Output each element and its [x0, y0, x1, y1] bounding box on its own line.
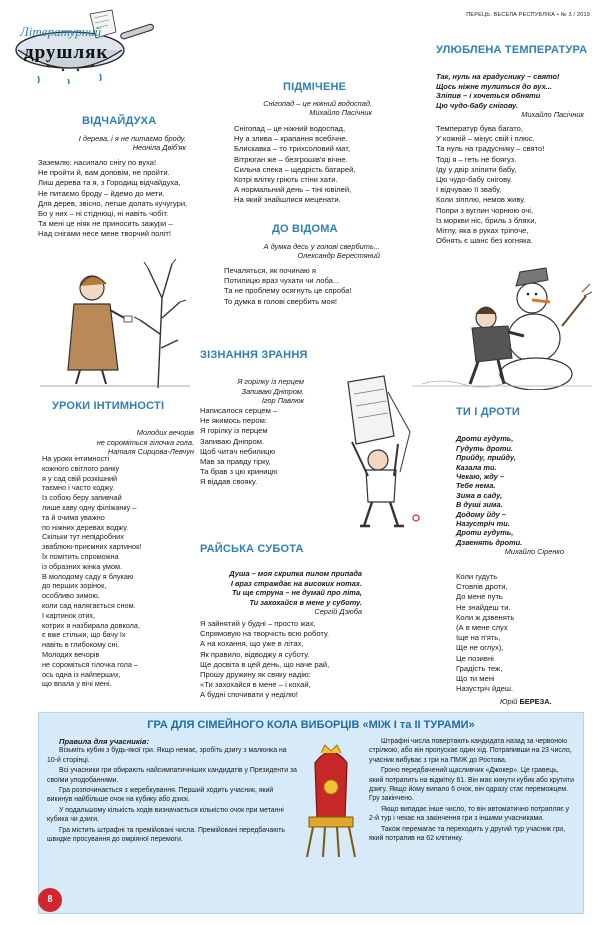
rules-paragraph: Штрафні числа повертають кандидата назад за червоною стрілкою, або він пропускає один хід. Потрапивши на 23 число, учасник вибуває з гри на ПМЖ до Ростова.	[369, 738, 572, 764]
game-title: ГРА ДЛЯ СІМЕЙНОГО КОЛА ВИБОРЦІВ «МІЖ І та ІІ ТУРАМИ»	[147, 719, 475, 731]
man-with-box-illustration	[308, 372, 438, 532]
title-uroky: УРОКИ ІНТИМНОСТІ	[52, 400, 165, 412]
epigraph-uliublena	[436, 63, 584, 129]
rules-paragraph: У подальшому кількість ходів визначається кількістю очок при метанні кубика чи дзиги.	[47, 806, 284, 824]
epigraph-text: І дерева, і я не питаємо броду.	[78, 134, 186, 143]
epigraph-author: Михайло Пасічник	[309, 108, 372, 118]
signature-name: БЕРЕЗА.	[519, 697, 552, 706]
poem-do-vidoma: Печаляться, як починаю я Потилицю враз чухати чи лоба... Та не проблему осягнуть це спроба! То думка в голові свербить моя!	[224, 266, 352, 306]
title-pidmichene: ПІДМІЧЕНЕ	[283, 81, 347, 93]
snowman-hug-illustration	[412, 266, 592, 390]
epigraph-text: Молодих вечорів не сороміться гілочка гола.	[96, 428, 194, 447]
epigraph-raiska	[200, 560, 362, 626]
epigraph-text: Душа – моя скрипка пилом припада І враз страждає на високих нотах. Ти ще струна – не думай про літа, Ти захохайся в мене у суботу.	[229, 569, 362, 607]
epigraph-ty-i-droty	[456, 425, 564, 566]
title-uliublena: УЛЮБЛЕНА ТЕМПЕРАТУРА	[436, 44, 588, 56]
rules-paragraph: Якщо випадає інше число, то він автоматично потрапляє у 2-й тур і чекає на закінчення гри з іншими учасниками.	[369, 805, 570, 823]
poem-uliublena: Температур бува багато, У кожній – мінус свій і плюс. Та нуль на градуснику – свято! Тоді я – геть не боягуз. Іду у двір зліпити бабу, Цю чудо-бабу снігову. І відчуваю її звабу, Коли зіпплю, немов живу. Попри з вуглин чорнюю очі, Із моркви ніс, бриль з бляхи, Мітлу, яка в руках тріпоче, Обнять є шанс без когняка.	[436, 124, 545, 246]
epigraph-author: Неоніла Двіб'як	[132, 143, 186, 153]
title-do-vidoma: ДО ВІДОМА	[272, 223, 338, 235]
title-ty-i-droty: ТИ І ДРОТИ	[456, 406, 521, 418]
epigraph-author: Михайло Пасічник	[521, 110, 584, 120]
epigraph-text: Я горілку із перцем Запиваю Дніпром.	[237, 377, 304, 396]
signature	[500, 697, 552, 706]
game-rules-right	[369, 737, 575, 844]
rules-heading: Правила для учасників:	[59, 737, 150, 746]
rules-paragraph: Всі учасники гри обирають найсимпатичніших кандидатів у Президенти за своїми уподобаннями.	[47, 767, 297, 784]
logo-main-text: друшляк	[24, 42, 109, 63]
woman-tree-illustration	[40, 258, 190, 390]
rules-paragraph: Гра розпочинається з жеребкування. Перший ходить учасник, який викинув найбільше очок на кубику або дзизі.	[47, 787, 274, 804]
epigraph-pidmichene	[232, 99, 372, 118]
epigraph-do-vidoma	[222, 242, 380, 261]
header-logo	[8, 6, 158, 84]
epigraph-author: Ігор Павлюк	[261, 396, 304, 406]
poem-pidmichene: Снігопад – це ніжний водоспад, Ну а злива – крапання всебічне. Блискавка – то трихсоловий мат, Вітрюган же – безгрошів'я вічне. Сильна спека – щедрість батарей, Котрі влітку гріють стіни хати. А нормальний день – тіні ювілей, На який знайшлися меценати.	[234, 124, 356, 205]
logo-top-text: Літературний	[20, 24, 102, 39]
game-box	[38, 712, 584, 914]
poem-ziznannia: Написалося серцем – Не якимось пером: Я горілку із перцем Запиваю Дніпром. Щоб читач небилицю Мав за правду гірку, Та брав з цю криницю Я віддав свояку.	[200, 406, 278, 487]
throne-icon	[295, 743, 367, 861]
signature-prefix: Юрій	[500, 697, 518, 706]
epigraph-text: Так, нуль на градуснику – свято! Щось ніжне тулиться до вух... Зліпив – і хочеться обняти Цю чудо-бабу снігову.	[436, 72, 560, 110]
epigraph-author: Наталя Сирцова-Левчун	[107, 447, 194, 457]
poem-ty-i-droty: Коли гудуть Стовпів дроти, До мене путь Не знайдеш ти. Коли ж дзвенять (А в мене слух Іще на п'ять, Ще не оглух), Це позивні Градість теж, Що ти мені Назустріч йдеш.	[456, 572, 515, 694]
poem-raiska: Я зайнятий у будні – просто жах, Спрямовую на творчість всю роботу. А на кохання, що уже в літах, Як правило, відводжу я суботу. Ще досвіта в цей день, що наче рай, Прошу дружину як свяку надію: «Ти захохайся в мене – і кохай, А будні спочивати у неділю!	[200, 619, 330, 700]
page-number: 8	[38, 888, 62, 912]
epigraph-text: А думка десь у голові свербить...	[263, 242, 380, 251]
epigraph-author: Сергій Дзюба	[314, 607, 362, 617]
rules-paragraph: Візьміть кубик з будь-якої гри. Якщо немає, зробіть дзигу з малюнка на 10-й сторінці.	[47, 747, 287, 764]
epigraph-text: Снігопад – це ніжний водоспад.	[263, 99, 372, 108]
epigraph-author: Олександр Берестяний	[297, 251, 380, 261]
epigraph-vidchaidukha	[60, 134, 186, 153]
header-info: ПЕРЕЦЬ. ВЕСЕЛА РЕСПУБЛІКА • № 3 / 2019	[466, 12, 590, 18]
game-rules-left	[47, 737, 297, 845]
epigraph-author: Михайло Сіренко	[504, 547, 564, 557]
rules-paragraph: Також перемагає та переходить у другий тур учасник гри, який потрапив на 62 клітинку.	[369, 825, 566, 843]
title-ziznannia: ЗІЗНАННЯ ЗРАННЯ	[200, 349, 308, 361]
title-vidchaidukha: ВІДЧАЙДУХА	[82, 115, 157, 127]
epigraph-text: Дроти гудуть, Гудуть дроти. Прийду, прийду, Казала ти. Чекаю, жду – Тебе нема. Зима в саду, В душі зима. Додому йду – Назустріч ти. Дроти гудуть, Дзвенять дроти.	[456, 434, 523, 547]
rules-paragraph: Гра містить штрафні та премійовані числа. Премійовані передбачають швидке просування до омріяної перемоги.	[47, 826, 285, 844]
title-raiska: РАЙСЬКА СУБОТА	[200, 543, 304, 555]
poem-vidchaidukha: Заземлю: насипало снігу по вуха! Не пройти й, вам доповім, не пройти. Лиш дерева та я, з Городищ відчайдуха, Не питаємо броду – йдемо до мети. Для дерев, звісно, легше долать кучугури, Бо у них – ні стіднюці, ні навіть чобіт. Та мені це ніяк не приносить зажури – Над снігами несе мене творчий політ!	[38, 158, 188, 239]
rules-paragraph: Гроно передбачений щасливчик «Джокер». Це гравець, який потрапить на відмітку 61. Він має кинути кубик або крутити дзигу. Якщо йому випало 6 очок, він одразу стає переможцем. Гру закінчено.	[369, 767, 574, 803]
poem-uroky: На уроки інтимності кожного світлого ранку я у сад свій розкішний таємно і часто ходжу. Із собою беру запивчай лише каву одну філіжанку – та й очима уважно по ніжних деревах воджу. Скільки тут непідробних зваблюю-приємних картинок! Їх помітить спроможна із образних жінка умом. В молодому саду я блукаю до перших зорінок, особливо зимою, коли сад налягається сном. І картинок отих, котрих я назбирала довкола, є вже стільки, що бачу їх навіть в глибокому сні. Молодих вечорів не сороміться гілочка гола – ось одна із найперших, що впала у вічі мені.	[42, 454, 142, 689]
